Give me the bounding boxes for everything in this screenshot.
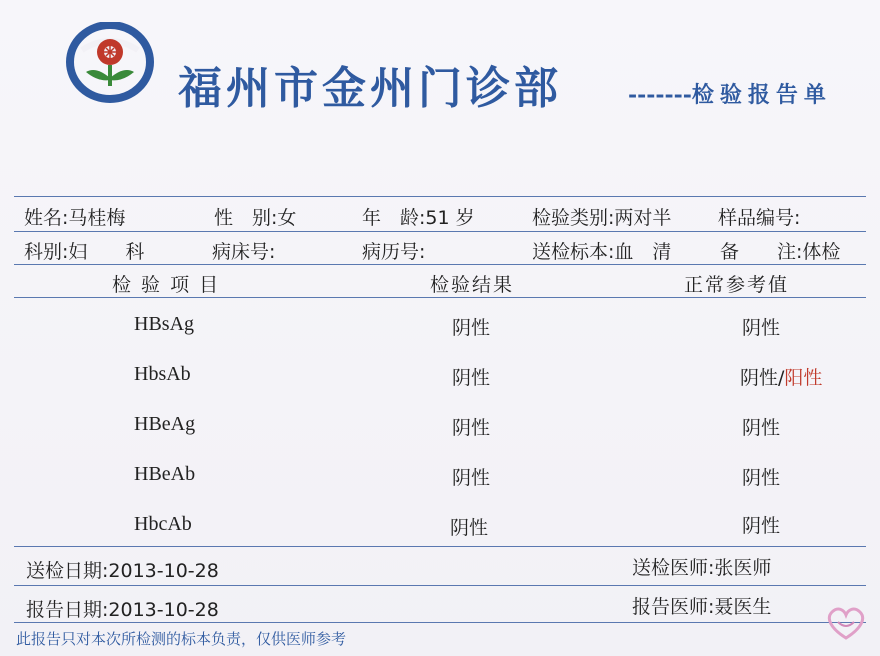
header-reference: 正常参考值 [684, 274, 790, 296]
department [24, 237, 144, 264]
send-doctor [632, 553, 771, 580]
name-value: 马桂梅 [68, 207, 126, 229]
rule-info-bottom [14, 264, 866, 265]
sample-label: 样品编号: [718, 207, 801, 229]
age-value: 51 岁 [425, 207, 475, 229]
note-value: 体检 [802, 241, 841, 263]
header-result: 检验结果 [430, 274, 515, 296]
test-category [532, 203, 671, 230]
send-date-label: 送检日期: [26, 560, 109, 582]
category-label: 检验类别: [532, 207, 615, 229]
send-doctor-value: 张医师 [714, 557, 772, 579]
report-title-dashes: ------- [628, 82, 692, 108]
patient-name [24, 203, 125, 230]
report-date-value: 2013-10-28 [108, 599, 219, 621]
category-value: 两对半 [614, 207, 672, 229]
note [720, 237, 840, 264]
rule-header [14, 297, 866, 298]
specimen [532, 237, 671, 264]
report-title-text: 检验报告单 [691, 82, 832, 108]
reference-value: 阴性 [742, 317, 781, 339]
row-reference [742, 413, 780, 440]
row-result: 阴性 [450, 517, 489, 539]
send-date [26, 556, 219, 583]
reference-value: 阴性 [742, 515, 781, 537]
row-item: HbsAb [134, 363, 191, 385]
row-reference [742, 511, 780, 538]
rule-info [14, 231, 866, 232]
row-result: 阴性 [452, 317, 491, 339]
row-result: 阴性 [452, 417, 491, 439]
sample-number [718, 203, 800, 230]
report-doctor-label: 报告医师: [632, 596, 715, 618]
rule-footer-mid [14, 585, 866, 586]
report-date-label: 报告日期: [26, 599, 109, 621]
report-title [628, 78, 832, 109]
row-item: HbcAb [134, 513, 192, 535]
heart-logo-icon [822, 598, 870, 646]
reference-extra: 阳性 [784, 367, 823, 389]
clinic-logo-icon [62, 22, 158, 106]
row-reference [742, 313, 780, 340]
record-number [362, 237, 425, 264]
patient-age [362, 203, 475, 230]
specimen-label: 送检标本: [532, 241, 615, 263]
specimen-value: 血 清 [614, 241, 672, 263]
age-label: 年 龄: [362, 207, 426, 229]
name-label: 姓名: [24, 207, 69, 229]
gender-label: 性 别: [214, 207, 278, 229]
dept-value: 妇 科 [68, 241, 145, 263]
report-date [26, 595, 219, 622]
row-item: HBsAg [134, 313, 195, 335]
bed-label: 病床号: [212, 241, 276, 263]
send-date-value: 2013-10-28 [108, 560, 219, 582]
rule-footer-bottom [14, 622, 866, 623]
reference-value: 阴性 [742, 417, 781, 439]
record-label: 病历号: [362, 241, 426, 263]
header-item: 检 验 项 目 [112, 274, 221, 296]
note-label: 备 注: [720, 241, 803, 263]
row-reference [740, 363, 822, 390]
row-reference [742, 463, 780, 490]
clinic-name: 福州市金州门诊部 [178, 63, 562, 114]
reference-value: 阴性/ [740, 367, 785, 389]
bed-number [212, 237, 275, 264]
row-item: HBeAb [134, 463, 196, 485]
row-result: 阴性 [452, 367, 491, 389]
rule-table-bottom [14, 546, 866, 547]
send-doctor-label: 送检医师: [632, 557, 715, 579]
report-doctor-value: 聂医生 [714, 596, 772, 618]
report-doctor [632, 592, 771, 619]
row-result: 阴性 [452, 467, 491, 489]
gender-value: 女 [277, 207, 297, 229]
disclaimer: 此报告只对本次所检测的标本负责，仅供医师参考 [16, 630, 347, 648]
patient-gender [214, 203, 296, 230]
rule-top [14, 196, 866, 197]
row-item: HBeAg [134, 413, 196, 435]
dept-label: 科别: [24, 241, 69, 263]
reference-value: 阴性 [742, 467, 781, 489]
